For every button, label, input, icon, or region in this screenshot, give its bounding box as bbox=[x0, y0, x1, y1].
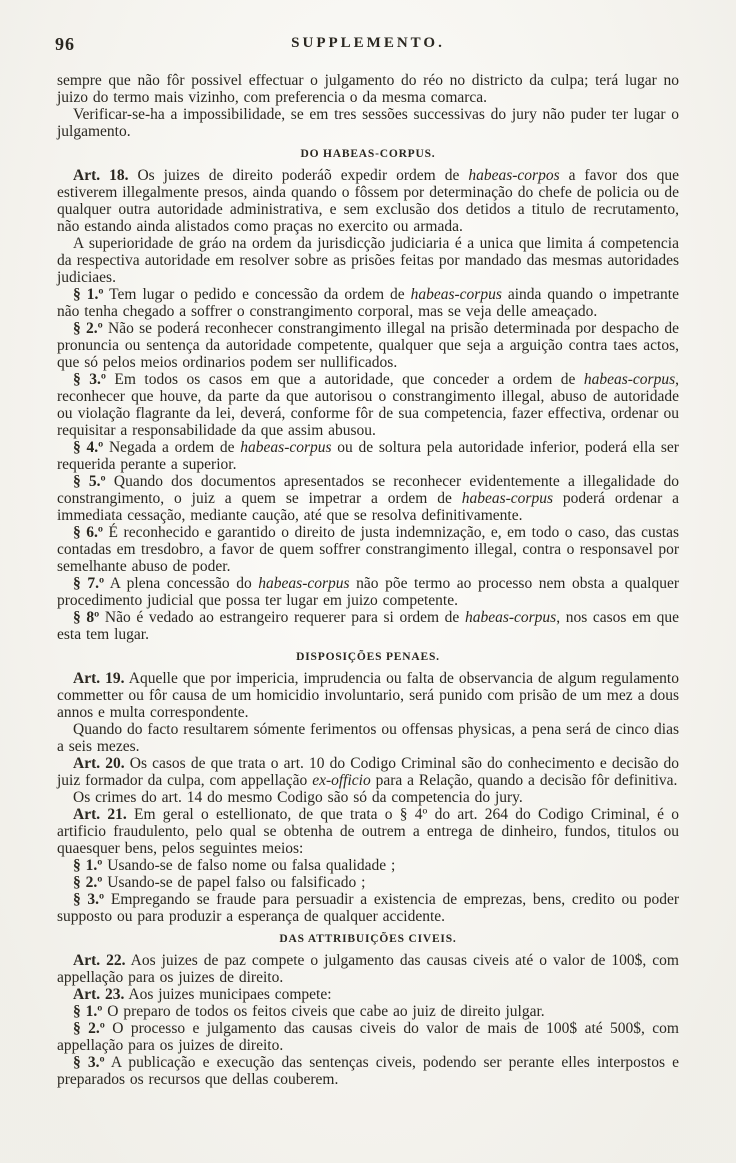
paragraph-lead: Art. 18. bbox=[73, 167, 129, 184]
paragraph-lead: Art. 22. bbox=[73, 952, 126, 969]
paragraph-lead: § 1.º bbox=[73, 286, 104, 303]
paragraph: Art. 19. Aquelle que por impericia, imprudencia ou falta de observancia de algum regulamento commetter ou fôr causa de um homicidio involuntario, será punido com prisão de um mez a dous annos e multa correspondente. bbox=[57, 670, 679, 721]
page-title: SUPPLEMENTO. bbox=[291, 35, 445, 51]
paragraph-lead: § 4.º bbox=[73, 439, 104, 456]
paragraph: sempre que não fôr possivel effectuar o julgamento do réo no districto da culpa; terá lugar no juizo do termo mais vizinho, com preferencia o da mesma comarca. bbox=[57, 72, 679, 106]
paragraph: § 1.º Tem lugar o pedido e concessão da ordem de habeas-corpus ainda quando o impetrante não tenha chegado a soffrer o constrangimento corporal, mas se veja delle ameaçado. bbox=[57, 286, 679, 320]
paragraph: § 3.º Empregando se fraude para persuadir a existencia de emprezas, bens, credito ou poder supposto ou para produzir a esperança de qualquer accidente. bbox=[57, 891, 679, 925]
paragraph-lead: § 3.º bbox=[73, 371, 106, 388]
paragraph: § 6.º É reconhecido e garantido o direito de justa indemnização, e, em todo o caso, das custas contadas em tresdobro, a favor de quem soffrer constrangimento illegal, contra o responsavel por semelhante abuso de poder. bbox=[57, 524, 679, 575]
paragraph-lead: § 2.º bbox=[73, 1020, 105, 1037]
italic-term: habeas-corpos bbox=[468, 167, 560, 184]
paragraph: § 1.º O preparo de todos os feitos civeis que cabe ao juiz de direito julgar. bbox=[73, 1003, 545, 1020]
paragraph: § 5.º Quando dos documentos apresentados se reconhecer evidentemente a illegalidade do constrangimento, o juiz a quem se impetrar a ordem de habeas-corpus poderá ordenar a immediata cessação, mediante caução, até que se resolva definitivamente. bbox=[57, 473, 680, 524]
paragraph-lead: § 2.º bbox=[73, 320, 103, 337]
paragraph: § 3.º Em todos os casos em que a autoridade, que conceder a ordem de habeas-corpus, reconhecer que houve, da parte da que autorisou o constrangimento illegal, abuso de autoridade ou violação flagrante da lei, deverá, conforme fôr de sua competencia, fazer effectiva, ordenar ou requisitar a responsabilidade da que assim abusou. bbox=[57, 371, 679, 439]
paragraph: § 3.º A publicação e execução das sentenças civeis, podendo ser perante elles interpostos e preparados os recursos que dellas couberem. bbox=[57, 1054, 680, 1088]
italic-term: habeas-corpus bbox=[583, 371, 676, 388]
paragraph: § 2.º O processo e julgamento das causas civeis do valor de mais de 100$ até 500$, com appellação para os juizes de direito. bbox=[57, 1020, 679, 1054]
italic-term: habeas-corpus bbox=[461, 490, 553, 507]
paragraph: § 4.º Negada a ordem de habeas-corpus ou de soltura pela autoridade inferior, poderá ella ser requerida perante a superior. bbox=[57, 439, 679, 473]
paragraph: A superioridade de gráo na ordem da jurisdicção judiciaria é a unica que limita á competencia da respectiva autoridade em resolver sobre as prisões feitas por mandado das mesmas autoridades judiciaes. bbox=[57, 235, 679, 286]
paragraph: Art. 20. Os casos de que trata o art. 10 do Codigo Criminal são do conhecimento e decisão do juiz formador da culpa, com appellação ex-officio para a Relação, quando a decisão fôr definitiva. bbox=[57, 755, 679, 789]
paragraph: Os crimes do art. 14 do mesmo Codigo são só da competencia do jury. bbox=[73, 789, 523, 806]
paragraph-lead: § 3.º bbox=[73, 1054, 105, 1071]
paragraph-lead: Art. 20. bbox=[73, 755, 125, 772]
paragraph: § 7.º A plena concessão do habeas-corpus não põe termo ao processo nem obsta a qualquer procedimento judicial que possa ter lugar em juizo competente. bbox=[57, 575, 679, 609]
italic-term: ex-officio bbox=[312, 772, 371, 789]
paragraph-lead: Art. 21. bbox=[73, 806, 127, 823]
italic-term: habeas-corpus bbox=[464, 609, 557, 626]
paragraph-lead: § 6.º bbox=[73, 524, 104, 541]
paragraph: § 8º Não é vedado ao estrangeiro requerer para si ordem de habeas-corpus, nos casos em que esta tem lugar. bbox=[57, 609, 680, 643]
paragraph: Art. 22. Aos juizes de paz compete o julgamento das causas civeis até o valor de 100$, com appellação para os juizes de direito. bbox=[57, 952, 679, 986]
paragraph-lead: § 1.º bbox=[73, 857, 103, 874]
paragraph: Art. 23. Aos juizes municipaes compete: bbox=[73, 986, 332, 1003]
paragraph: Art. 18. Os juizes de direito poderáõ expedir ordem de habeas-corpos a favor dos que estiverem illegalmente presos, ainda quando o fôssem por determinação do chefe de policia ou de qualquer outra autoridade administrativa, e sem exclusão dos detidos a titulo de recrutamento, não estando ainda alistados como praças no exercito ou armada. bbox=[57, 167, 679, 235]
italic-term: habeas-corpus bbox=[240, 439, 332, 456]
paragraph: § 2.º Usando-se de papel falso ou falsificado ; bbox=[73, 874, 366, 891]
paragraph-lead: § 2.º bbox=[73, 874, 103, 891]
paragraph-lead: § 7.º bbox=[73, 575, 105, 592]
paragraph-lead: § 3.º bbox=[73, 891, 105, 908]
paragraph-lead: § 8º bbox=[73, 609, 100, 626]
paragraph-lead: Art. 23. bbox=[73, 986, 125, 1003]
paragraph: § 1.º Usando-se de falso nome ou falsa qualidade ; bbox=[73, 857, 396, 874]
section-heading: DAS ATTRIBUIÇÕES CIVEIS. bbox=[279, 933, 457, 945]
paragraph: § 2.º Não se poderá reconhecer constrangimento illegal na prisão determinada por despacho de pronuncia ou sentença da autoridade competente, qualquer que seja a arguição contra taes actos, que só pelos meios ordinarios podem ser nullificados. bbox=[57, 320, 679, 371]
section-heading: DO HABEAS-CORPUS. bbox=[300, 148, 436, 160]
page-header bbox=[57, 34, 679, 60]
italic-term: habeas-corpus bbox=[410, 286, 502, 303]
paragraph: Verificar-se-ha a impossibilidade, se em tres sessões successivas do jury não puder ter lugar o julgamento. bbox=[57, 106, 679, 140]
paragraph: Quando do facto resultarem sómente ferimentos ou offensas physicas, a pena será de cinco dias a seis mezes. bbox=[57, 721, 679, 755]
paragraph-lead: § 1.º bbox=[73, 1003, 103, 1020]
page-body bbox=[57, 72, 679, 1088]
section-heading: DISPOSIÇÕES PENAES. bbox=[296, 651, 440, 663]
paragraph: Art. 21. Em geral o estellionato, de que trata o § 4º do art. 264 do Codigo Criminal, é o artificio fraudulento, pelo qual se obtenha de outrem a entrega de dinheiro, fundos, titulos ou quaesquer bens, pelos seguintes meios: bbox=[57, 806, 679, 857]
page-number: 96 bbox=[55, 34, 75, 54]
paragraph-lead: Art. 19. bbox=[73, 670, 125, 687]
paragraph-lead: § 5.º bbox=[73, 473, 106, 490]
italic-term: habeas-corpus bbox=[258, 575, 350, 592]
